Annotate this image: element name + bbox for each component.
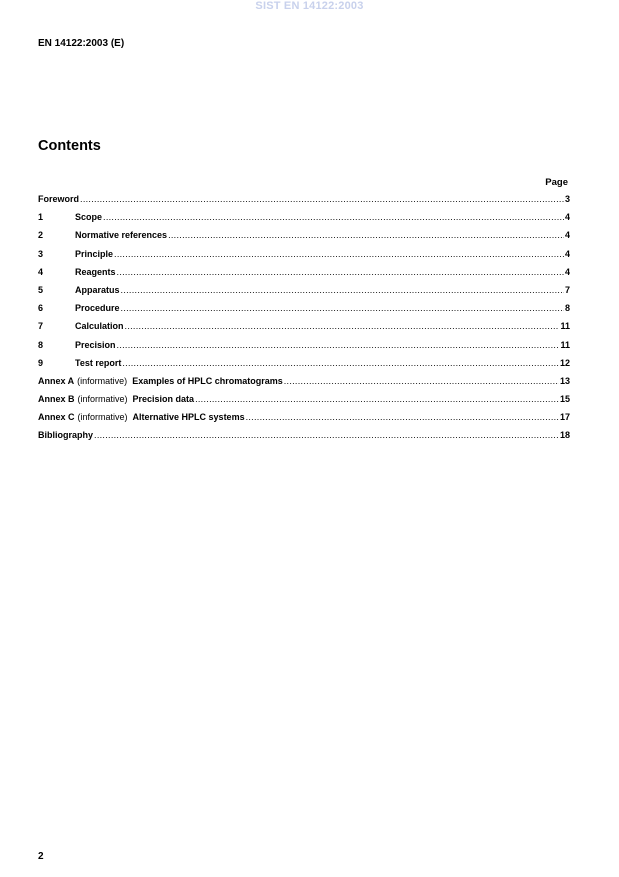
toc-annex-label: Annex A — [38, 375, 75, 386]
toc-entry-apparatus[interactable] — [38, 284, 570, 302]
toc-leader-dots — [117, 266, 564, 278]
toc-leader-dots — [114, 248, 564, 260]
toc-entry-principle[interactable] — [38, 248, 570, 266]
toc-entry-page: 4 — [564, 230, 570, 241]
toc-entry-calculation[interactable] — [38, 320, 570, 338]
toc-leader-dots — [121, 302, 564, 314]
toc-leader-dots — [246, 411, 559, 423]
toc-leader-dots — [121, 284, 564, 296]
toc-leader-dots — [168, 229, 564, 241]
page-number: 2 — [38, 851, 44, 862]
toc-entry-title: Reagents — [75, 266, 116, 277]
toc-leader-dots — [195, 393, 559, 405]
toc-entry-page: 11 — [560, 321, 570, 332]
toc-leader-dots — [103, 211, 564, 223]
toc-entry-normative-references[interactable] — [38, 229, 570, 247]
toc-entry-page: 11 — [560, 339, 570, 350]
toc-entry-page: 8 — [564, 303, 570, 314]
toc-entry-number: 6 — [38, 303, 44, 314]
toc-entry-test-report[interactable] — [38, 357, 570, 375]
toc-entry-number: 4 — [38, 266, 44, 277]
toc-leader-dots — [125, 320, 560, 332]
toc-annex-type: (informative) — [77, 375, 128, 386]
toc-entry-precision[interactable] — [38, 339, 570, 357]
toc-leader-dots — [284, 375, 559, 387]
toc-leader-dots — [122, 357, 559, 369]
page-column-header: Page — [545, 177, 568, 188]
toc-entry-page: 12 — [559, 357, 570, 368]
toc-leader-dots — [80, 193, 564, 205]
toc-annex-label: Annex C — [38, 412, 75, 423]
toc-entry-page: 18 — [559, 430, 570, 441]
toc-leader-dots — [117, 339, 560, 351]
toc-entry-page: 15 — [559, 394, 570, 405]
toc-entry-title: Bibliography — [38, 430, 94, 441]
toc-entry-title: Procedure — [75, 303, 120, 314]
toc-entry-title: Precision data — [132, 394, 195, 405]
toc-entry-reagents[interactable] — [38, 266, 570, 284]
toc-entry-title: Calculation — [75, 321, 124, 332]
toc-entry-number: 8 — [38, 339, 44, 350]
toc-annex-type: (informative) — [77, 394, 128, 405]
toc-annex-label: Annex B — [38, 394, 75, 405]
toc-entry-title: Foreword — [38, 194, 80, 204]
toc-entry-procedure[interactable] — [38, 302, 570, 320]
toc-leader-dots — [94, 429, 559, 441]
toc-entry-scope[interactable] — [38, 211, 570, 229]
toc-entry-number: 7 — [38, 321, 44, 332]
toc-entry-number: 3 — [38, 248, 44, 259]
watermark: SIST EN 14122:2003 — [255, 0, 364, 12]
toc-entry-page: 3 — [564, 194, 570, 204]
toc-entry-annex-b[interactable] — [38, 393, 570, 411]
toc-entry-title: Examples of HPLC chromatograms — [132, 375, 283, 386]
toc-entry-page: 13 — [559, 375, 570, 386]
toc-entry-number: 9 — [38, 357, 44, 368]
toc-entry-page: 17 — [559, 412, 570, 423]
toc-entry-title: Normative references — [75, 230, 168, 241]
toc-entry-title: Test report — [75, 357, 122, 368]
toc-annex-type: (informative) — [77, 412, 128, 423]
toc-entry-annex-c[interactable] — [38, 411, 570, 429]
toc-entry-foreword[interactable] — [38, 193, 570, 211]
table-of-contents — [38, 193, 570, 448]
toc-entry-number: 5 — [38, 284, 44, 295]
toc-entry-page: 4 — [564, 212, 570, 223]
toc-entry-title: Alternative HPLC systems — [132, 412, 245, 423]
toc-entry-page: 4 — [564, 266, 570, 277]
toc-entry-title: Principle — [75, 248, 114, 259]
toc-entry-bibliography[interactable] — [38, 429, 570, 447]
contents-title: Contents — [38, 138, 101, 154]
toc-entry-number: 2 — [38, 230, 44, 241]
toc-entry-title: Apparatus — [75, 284, 120, 295]
document-id: EN 14122:2003 (E) — [38, 38, 125, 49]
toc-entry-page: 4 — [564, 248, 570, 259]
toc-entry-title: Scope — [75, 212, 103, 223]
toc-entry-title: Precision — [75, 339, 116, 350]
toc-entry-page: 7 — [564, 284, 570, 295]
toc-entry-number: 1 — [38, 212, 44, 223]
toc-entry-annex-a[interactable] — [38, 375, 570, 393]
